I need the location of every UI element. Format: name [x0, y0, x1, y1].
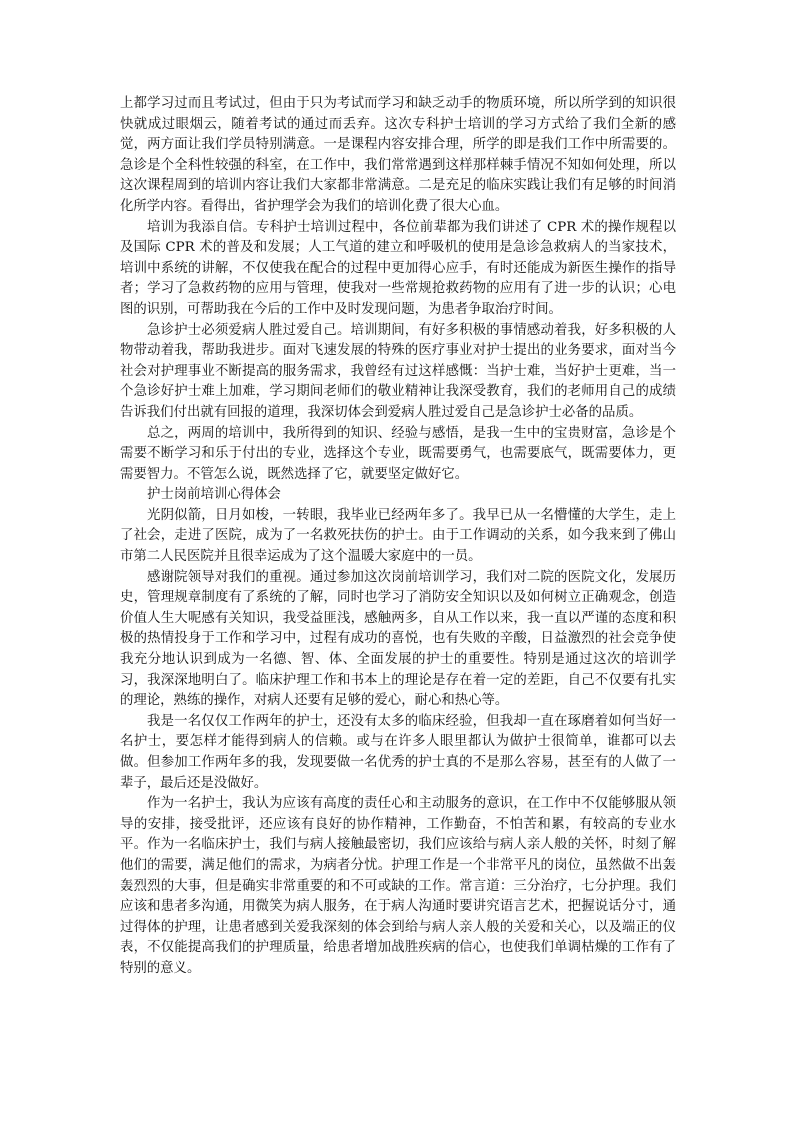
paragraph-3: 急诊护士必须爱病人胜过爱自己。培训期间，有好多积极的事情感动着我，好多积极的人物带动着我，帮助我进步。面对飞速发展的特殊的医疗事业对护士提出的业务要求，面对当今社会对护理事业不断提高的服务需求，我曾经有过这样感慨：当护士难，当好护士更难，当一个急诊好护士难上加难，学习期间老师们的敬业精神让我深受教育，我们的老师用自己的成绩告诉我们付出就有回报的道理，我深切体会到爱病人胜过爱自己是急诊护士必备的品质。 [120, 322, 676, 420]
paragraph-1: 上都学习过而且考试过，但由于只为考试而学习和缺乏动手的物质环境，所以所学到的知识很快就成过眼烟云，随着考试的通过而丢弃。这次专科护士培训的学习方式给了我们全新的感觉，两方面让我们学员特别满意。一是课程内容安排合理，所学的即是我们工作中所需要的。急诊是个全科性较强的科室，在工作中，我们常常遇到这样那样棘手情况不知如何处理，所以这次课程周到的培训内容让我们大家都非常满意。二是充足的临床实践让我们有足够的时间消化所学内容。看得出，省护理学会为我们的培训化费了很大心血。 [120, 96, 676, 214]
document-page [120, 94, 676, 980]
paragraph-5: 光阴似箭，日月如梭，一转眼，我毕业已经两年多了。我早已从一名懵懂的大学生，走上了社会，走进了医院，成为了一名救死扶伤的护士。由于工作调动的关系，如今我来到了佛山市第二人民医院并且很幸运成为了这个温暖大家庭中的一员。 [120, 507, 676, 565]
paragraph-6: 感谢院领导对我们的重视。通过参加这次岗前培训学习，我们对二院的医院文化，发展历史，管理规章制度有了系统的了解，同时也学习了消防安全知识以及如何树立正确观念，创造价值人生大呢感有关知识，我受益匪浅，感触两多，自从工作以来，我一直以严谨的态度和积极的热情投身于工作和学习中，过程有成功的喜悦，也有失败的辛酸，日益激烈的社会竞争使我充分地认识到成为一名德、智、体、全面发展的护士的重要性。特别是通过这次的培训学习，我深深地明白了。临床护理工作和书本上的理论是存在着一定的差距，自己不仅要有扎实的理论，熟练的操作，对病人还要有足够的爱心，耐心和热心等。 [120, 569, 676, 709]
paragraph-8: 作为一名护士，我认为应该有高度的责任心和主动服务的意识，在工作中不仅能够服从领导的安排，接受批评，还应该有良好的协作精神，工作勤奋，不怕苦和累，有较高的专业水平。作为一名临床护士，我们与病人接触最密切，我们应该给与病人亲人般的关怀，时刻了解他们的需要，满足他们的需求，为病者分忧。护理工作是一个非常平凡的岗位，虽然做不出轰轰烈烈的大事，但是确实非常重要的和不可或缺的工作。常言道：三分治疗，七分护理。我们应该和患者多沟通，用微笑为病人服务，在于病人沟通时要讲究语言艺术，把握说话分寸，通过得体的护理，让患者感到关爱我深刻的体会到给与病人亲人般的关爱和关心，以及端正的仪表，不仅能提高我们的护理质量，给患者增加战胜疾病的信心，也使我们单调枯燥的工作有了特别的意义。 [120, 796, 676, 976]
paragraph-7: 我是一名仅仅工作两年的护士，还没有太多的临床经验，但我却一直在琢磨着如何当好一名护士，要怎样才能得到病人的信赖。或与在许多人眼里都认为做护士很简单，谁都可以去做。但参加工作两年多的我，发现要做一名优秀的护士真的不是那么容易，甚至有的人做了一辈子，最后还是没做好。 [120, 713, 676, 791]
paragraph-4: 总之，两周的培训中，我所得到的知识、经验与感悟，是我一生中的宝贵财富，急诊是个需要不断学习和乐于付出的专业，选择这个专业，既需要勇气，也需要底气，既需要体力，更需要智力。不管怎么说，既然选择了它，就要坚定做好它。 [120, 425, 676, 482]
paragraph-2: 培训为我添自信。专科护士培训过程中，各位前辈都为我们讲述了 CPR 术的操作规程以及国际 CPR 术的普及和发展；人工气道的建立和呼吸机的使用是急诊急救病人的当家技术，培训中系统的讲解，不仅使我在配合的过程中更加得心应手，有时还能成为新医生操作的指导者；学习了急救药物的应用与管理，使我对一些常规抢救药物的应用有了进一步的认识；心电图的识别，可帮助我在今后的工作中及时发现问题，为患者争取治疗时间。 [120, 219, 676, 317]
section-title: 护士岗前培训心得体会 [147, 487, 281, 503]
